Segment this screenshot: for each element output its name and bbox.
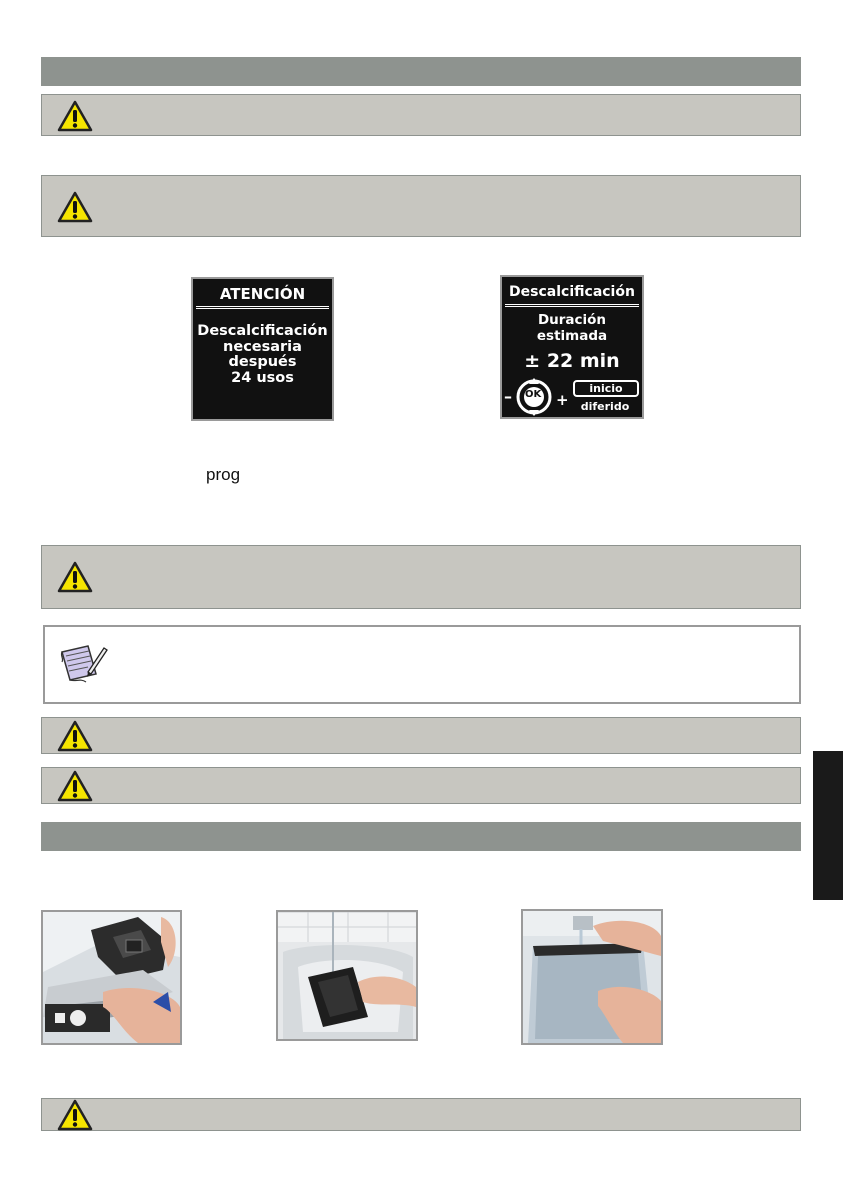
start-button: inicio [573, 380, 639, 397]
deferred-label: diferido [580, 400, 630, 413]
warning-box-4 [41, 717, 801, 754]
ok-button: OK [525, 389, 542, 400]
prog-label: prog [206, 465, 241, 484]
photo-remove-tray-illustration [43, 912, 180, 1043]
display-line: Descalcificación [197, 323, 328, 339]
photo-remove-tray [41, 910, 182, 1045]
warning-triangle-icon [57, 100, 93, 132]
display-attention [191, 277, 334, 421]
warning-triangle-icon [57, 561, 93, 593]
photo-rinse-tray-illustration [278, 912, 416, 1039]
note-box [43, 625, 801, 704]
warning-triangle-icon [57, 1099, 93, 1131]
plus-sign: + [556, 391, 569, 409]
minus-sign: – [504, 387, 512, 406]
display-duration [502, 313, 642, 344]
warning-box-1 [41, 94, 801, 136]
warning-box-3 [41, 545, 801, 609]
note-pen-icon [58, 642, 108, 688]
section-header-1 [41, 57, 801, 86]
display-header: Descalcificación [505, 277, 639, 307]
photo-rinse-tank [521, 909, 663, 1045]
warning-triangle-icon [57, 770, 93, 802]
duration-value: ± 22 min [524, 350, 620, 372]
display-controls [502, 377, 642, 417]
warning-box-2 [41, 175, 801, 237]
duration-label: estimada [536, 327, 608, 344]
warning-triangle-icon [57, 720, 93, 752]
duration-label: Duración [537, 312, 607, 328]
display-message [193, 324, 332, 386]
language-side-tab [813, 751, 843, 900]
photo-rinse-tank-illustration [523, 911, 661, 1043]
display-descaling [500, 275, 644, 419]
display-line: necesaria [223, 338, 302, 355]
photo-rinse-tray [276, 910, 418, 1041]
display-line: 24 usos [231, 369, 294, 386]
warning-box-5 [41, 767, 801, 804]
section-header-2 [41, 822, 801, 851]
display-line: después [228, 354, 297, 370]
warning-triangle-icon [57, 191, 93, 223]
display-header: ATENCIÓN [196, 279, 329, 309]
warning-box-6 [41, 1098, 801, 1131]
